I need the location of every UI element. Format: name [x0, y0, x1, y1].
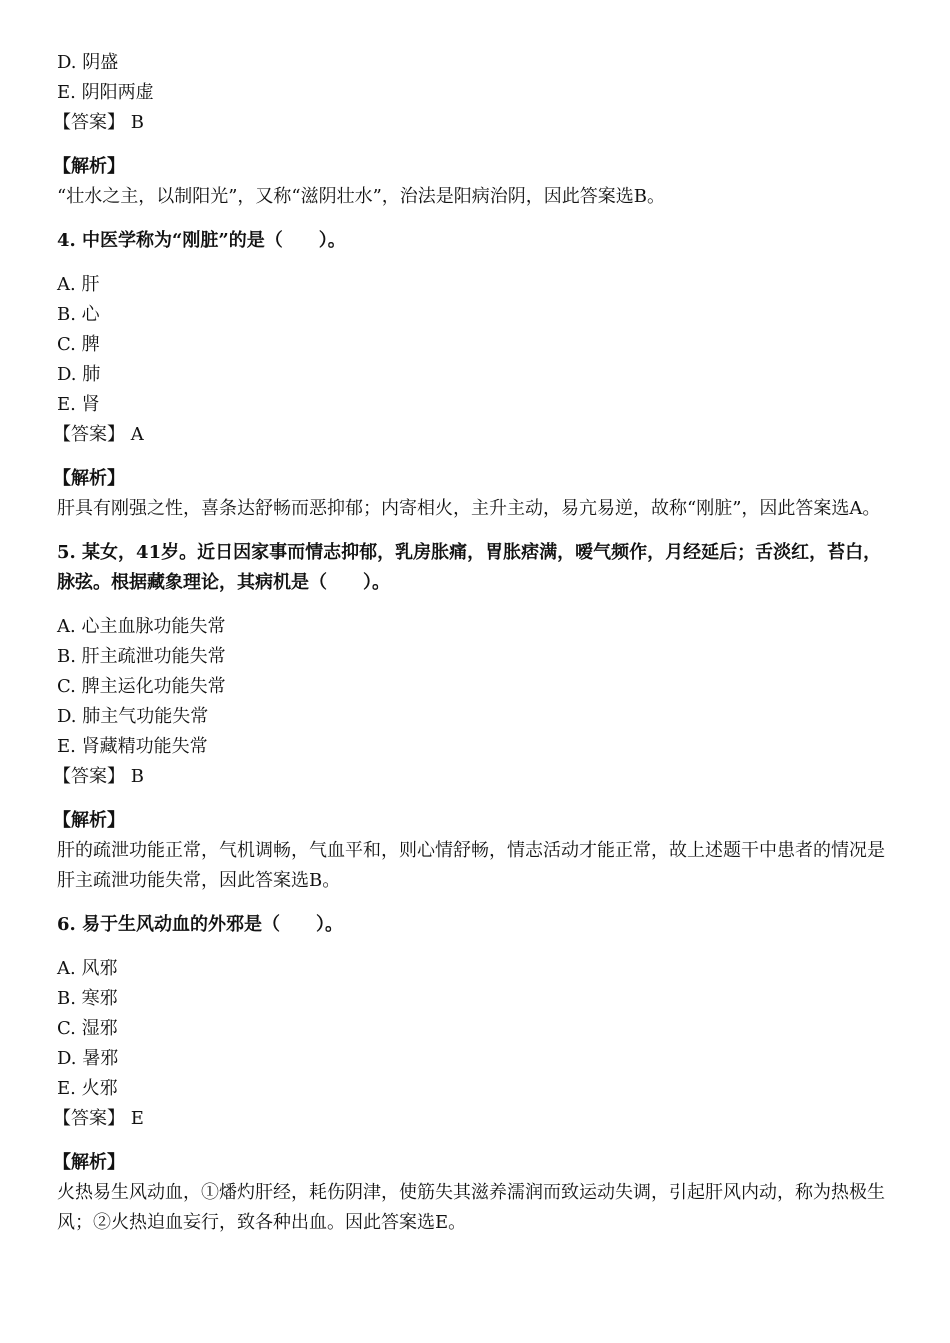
question-stem: 6. 易于生风动血的外邪是（ ）。: [57, 914, 344, 935]
option-b: B. 心: [57, 304, 100, 325]
option-d: D. 阴盛: [57, 52, 119, 73]
document-page: [53, 48, 887, 1238]
option-d: D. 肺主气功能失常: [57, 706, 209, 727]
question-6: [53, 910, 887, 1238]
answer-label: 【答案】: [53, 766, 125, 787]
option-d: D. 肺: [57, 364, 101, 385]
option-c: C. 脾: [57, 334, 100, 355]
answer-value: B: [130, 112, 144, 133]
analysis-text: 肝具有刚强之性，喜条达舒畅而恶抑郁；内寄相火，主升主动，易亢易逆，故称“刚脏”，因此答案选A。: [57, 498, 881, 519]
answer-value: A: [130, 424, 144, 445]
analysis-label: 【解析】: [53, 810, 125, 831]
option-e: E. 肾: [57, 394, 100, 415]
option-b: B. 肝主疏泄功能失常: [57, 646, 226, 667]
analysis-text: 火热易生风动血，①燔灼肝经，耗伤阴津，使筋失其滋养濡润而致运动失调，引起肝风内动，称为热极生风；②火热迫血妄行，致各种出血。因此答案选E。: [57, 1182, 885, 1233]
answer-value: E: [130, 1108, 144, 1129]
analysis-label: 【解析】: [53, 1152, 125, 1173]
option-c: C. 湿邪: [57, 1018, 118, 1039]
option-a: A. 肝: [57, 274, 100, 295]
answer-line: [53, 420, 887, 450]
option-c: C. 脾主运化功能失常: [57, 676, 226, 697]
answer-label: 【答案】: [53, 1108, 125, 1129]
answer-label: 【答案】: [53, 424, 125, 445]
answer-line: [53, 762, 887, 792]
option-a: A. 风邪: [57, 958, 118, 979]
option-e: E. 肾藏精功能失常: [57, 736, 208, 757]
option-e: E. 火邪: [57, 1078, 118, 1099]
analysis-label: 【解析】: [53, 156, 125, 177]
answer-value: B: [130, 766, 144, 787]
option-d: D. 暑邪: [57, 1048, 119, 1069]
analysis-text: 肝的疏泄功能正常，气机调畅，气血平和，则心情舒畅，情志活动才能正常，故上述题干中患者的情况是肝主疏泄功能失常，因此答案选B。: [57, 840, 885, 891]
option-e: E. 阴阳两虚: [57, 82, 154, 103]
answer-line: [53, 1104, 887, 1134]
question-stem: 5. 某女，41岁。近日因家事而情志抑郁，乳房胀痛，胃胀痞满，嗳气频作，月经延后；舌淡红，苔白，脉弦。根据藏象理论，其病机是（ ）。: [57, 542, 882, 593]
option-b: B. 寒邪: [57, 988, 118, 1009]
question-5: [53, 538, 887, 896]
prev-question: [53, 48, 887, 212]
analysis-text: “壮水之主，以制阳光”，又称“滋阴壮水”，治法是阳病治阴，因此答案选B。: [57, 186, 666, 207]
answer-label: 【答案】: [53, 112, 125, 133]
answer-line: [53, 108, 887, 138]
question-stem: 4. 中医学称为“刚脏”的是（ ）。: [57, 230, 346, 251]
question-4: [53, 226, 887, 524]
analysis-label: 【解析】: [53, 468, 125, 489]
option-a: A. 心主血脉功能失常: [57, 616, 226, 637]
